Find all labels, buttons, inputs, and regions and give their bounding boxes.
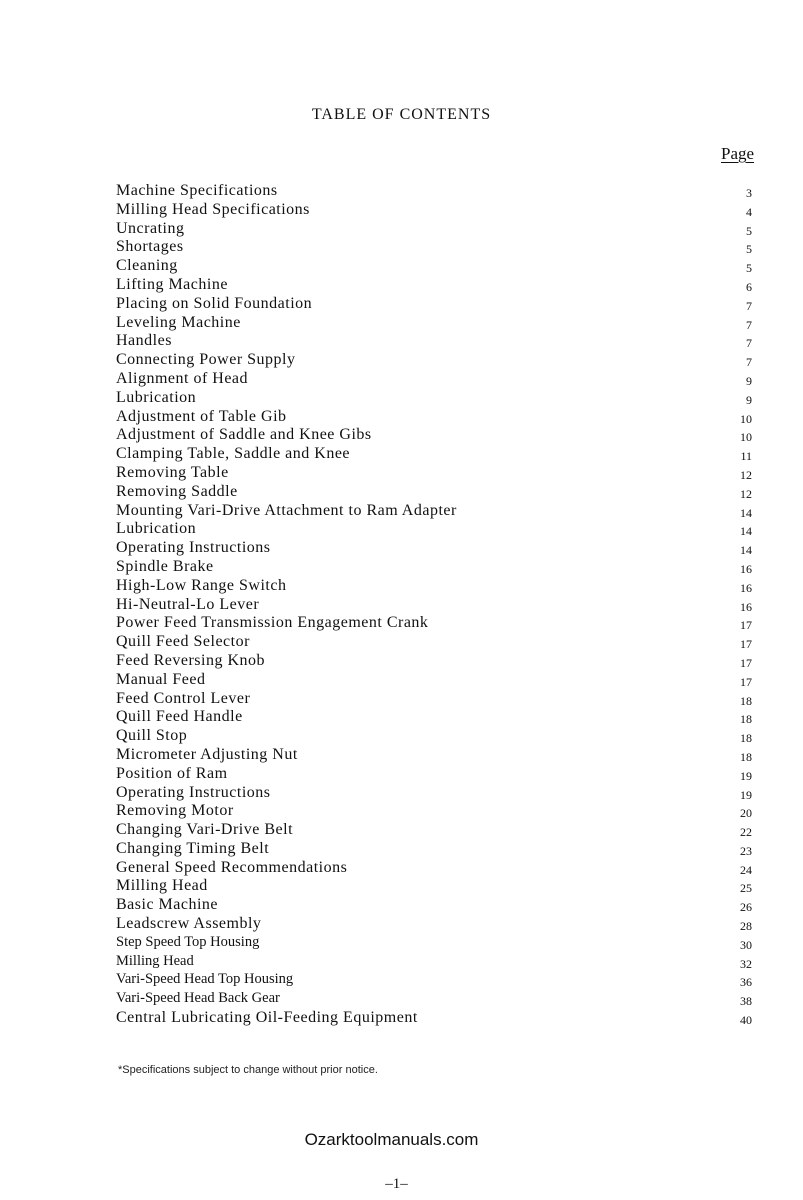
toc-entry-page: 24 (740, 862, 752, 877)
toc-entry-title: Removing Table (116, 463, 229, 481)
page-number: –1– (385, 1176, 408, 1192)
toc-entry-title: Removing Saddle (116, 482, 238, 500)
toc-entry-title: Quill Stop (116, 727, 188, 745)
toc-entry (116, 614, 752, 633)
page-column-header: Page (721, 144, 755, 163)
toc-entry-page: 18 (740, 749, 752, 764)
toc-entry-title: Leveling Machine (116, 313, 241, 331)
toc-entry (116, 539, 752, 558)
toc-entry-title: Milling Head (116, 877, 208, 895)
toc-entry-title: Milling Head (116, 952, 194, 969)
toc-entry-title: Operating Instructions (116, 539, 271, 557)
toc-entry (116, 238, 752, 257)
toc-entry (116, 1009, 752, 1028)
toc-entry-title: Machine Specifications (116, 182, 278, 199)
toc-entry (116, 934, 752, 953)
toc-entry-page: 18 (740, 731, 752, 746)
toc-entry-page: 16 (740, 580, 752, 595)
toc-entry-title: Quill Feed Handle (116, 708, 243, 726)
toc-entry (116, 652, 752, 671)
website-watermark: Ozarktoolmanuals.com (304, 1130, 479, 1149)
toc-entry-title: Connecting Power Supply (116, 351, 296, 369)
toc-entry-title: General Speed Recommendations (116, 858, 348, 876)
toc-entry (116, 953, 752, 972)
toc-entry-page: 12 (740, 467, 752, 482)
toc-entry-title: Removing Motor (116, 802, 234, 820)
toc-entry-title: Alignment of Head (116, 369, 249, 387)
footnote: *Specifications subject to change without prior notice. (118, 1064, 378, 1076)
toc-entry (116, 690, 752, 709)
toc-entry (116, 464, 752, 483)
toc-entry (116, 746, 752, 765)
toc-entry-title: Central Lubricating Oil-Feeding Equipment (116, 1009, 418, 1027)
toc-entry-title: Position of Ram (116, 764, 228, 782)
toc-entry-title: Adjustment of Saddle and Knee Gibs (116, 426, 372, 444)
toc-entry (116, 896, 752, 915)
toc-entry-page: 7 (746, 317, 752, 332)
toc-entry-title: Feed Control Lever (116, 689, 251, 707)
toc-entry-title: Adjustment of Table Gib (116, 407, 287, 425)
toc-entry-title: Changing Vari-Drive Belt (116, 821, 294, 839)
toc-entry-title: Milling Head Specifications (116, 200, 310, 218)
toc-entry-page: 14 (740, 543, 752, 558)
toc-entry (116, 990, 752, 1009)
toc-entry-title: Lubrication (116, 520, 197, 538)
toc-entry (116, 332, 752, 351)
toc-entry-page: 14 (740, 524, 752, 539)
toc-entry (116, 558, 752, 577)
toc-entry (116, 257, 752, 276)
toc-entry-page: 17 (740, 637, 752, 652)
toc-entry (116, 596, 752, 615)
toc-entry-title: Cleaning (116, 257, 178, 275)
toc-entry-page: 20 (740, 806, 752, 821)
toc-entry (116, 389, 752, 408)
toc-entry-page: 5 (746, 261, 752, 276)
toc-entry-title: Vari-Speed Head Top Housing (116, 971, 294, 988)
toc-entry (116, 859, 752, 878)
toc-entry-title: Vari-Speed Head Back Gear (116, 990, 280, 1007)
toc-entry (116, 295, 752, 314)
toc-entry-page: 28 (740, 919, 752, 934)
toc-entry-title: Micrometer Adjusting Nut (116, 745, 298, 763)
toc-entry (116, 784, 752, 803)
toc-entry-title: Lubrication (116, 388, 197, 406)
toc-entry (116, 276, 752, 295)
toc-entry-page: 5 (746, 223, 752, 238)
toc-entry-page: 17 (740, 618, 752, 633)
toc-entry-title: Step Speed Top Housing (116, 933, 260, 950)
toc-entry-page: 6 (746, 279, 752, 294)
toc-entry (116, 765, 752, 784)
toc-entry (116, 426, 752, 445)
table-of-contents (116, 182, 752, 1028)
toc-entry-page: 4 (746, 204, 752, 219)
toc-entry (116, 633, 752, 652)
toc-entry-title: Operating Instructions (116, 783, 271, 801)
toc-entry-page: 14 (740, 505, 752, 520)
toc-entry-page: 25 (740, 881, 752, 896)
toc-entry (116, 408, 752, 427)
toc-entry-page: 10 (740, 411, 752, 426)
toc-entry-page: 22 (740, 825, 752, 840)
toc-entry-page: 3 (746, 186, 752, 200)
toc-entry-title: Leadscrew Assembly (116, 915, 262, 933)
toc-entry-page: 7 (746, 355, 752, 370)
toc-entry-title: Mounting Vari-Drive Attachment to Ram Adapter (116, 501, 457, 519)
toc-entry (116, 840, 752, 859)
toc-entry-title: Shortages (116, 238, 184, 256)
toc-entry (116, 520, 752, 539)
toc-entry (116, 483, 752, 502)
toc-entry (116, 445, 752, 464)
toc-entry-title: Placing on Solid Foundation (116, 294, 313, 312)
toc-entry-title: Power Feed Transmission Engagement Crank (116, 614, 429, 632)
toc-entry-title: Spindle Brake (116, 557, 214, 575)
toc-entry-page: 26 (740, 900, 752, 915)
toc-entry-page: 18 (740, 693, 752, 708)
toc-entry-page: 38 (740, 994, 752, 1009)
toc-entry (116, 671, 752, 690)
toc-entry (116, 351, 752, 370)
toc-entry-page: 5 (746, 242, 752, 257)
toc-entry-title: Changing Timing Belt (116, 839, 270, 857)
toc-entry-title: Manual Feed (116, 670, 206, 688)
toc-entry (116, 915, 752, 934)
toc-entry (116, 201, 752, 220)
toc-entry-page: 23 (740, 843, 752, 858)
toc-entry (116, 502, 752, 521)
toc-entry (116, 314, 752, 333)
toc-entry-title: Lifting Machine (116, 275, 228, 293)
toc-entry-title: High-Low Range Switch (116, 576, 287, 594)
toc-entry (116, 708, 752, 727)
toc-entry-page: 17 (740, 674, 752, 689)
toc-entry-page: 19 (740, 787, 752, 802)
toc-entry (116, 727, 752, 746)
toc-entry-page: 16 (740, 599, 752, 614)
toc-entry-page: 36 (740, 975, 752, 990)
toc-entry-title: Basic Machine (116, 896, 219, 914)
toc-entry-page: 17 (740, 655, 752, 670)
toc-entry-page: 9 (746, 373, 752, 388)
toc-entry-page: 19 (740, 768, 752, 783)
toc-entry-title: Hi-Neutral-Lo Lever (116, 595, 260, 613)
toc-entry-page: 7 (746, 336, 752, 351)
toc-entry (116, 182, 752, 201)
toc-entry-page: 9 (746, 392, 752, 407)
page-title: TABLE OF CONTENTS (311, 106, 492, 123)
toc-entry-page: 40 (740, 1013, 752, 1028)
toc-entry-title: Handles (116, 332, 172, 350)
toc-entry (116, 220, 752, 239)
toc-entry (116, 577, 752, 596)
toc-entry-page: 12 (740, 486, 752, 501)
toc-entry (116, 971, 752, 990)
toc-entry-page: 18 (740, 712, 752, 727)
toc-entry-title: Quill Feed Selector (116, 633, 250, 651)
toc-entry-page: 30 (740, 937, 752, 952)
toc-entry (116, 821, 752, 840)
toc-entry-page: 32 (740, 956, 752, 971)
toc-entry-title: Clamping Table, Saddle and Knee (116, 445, 351, 463)
toc-entry (116, 802, 752, 821)
toc-entry (116, 877, 752, 896)
toc-entry-page: 11 (740, 449, 752, 464)
toc-entry (116, 370, 752, 389)
toc-entry-title: Uncrating (116, 219, 185, 237)
toc-entry-page: 16 (740, 561, 752, 576)
toc-entry-page: 7 (746, 298, 752, 313)
toc-entry-page: 10 (740, 430, 752, 445)
toc-entry-title: Feed Reversing Knob (116, 651, 266, 669)
